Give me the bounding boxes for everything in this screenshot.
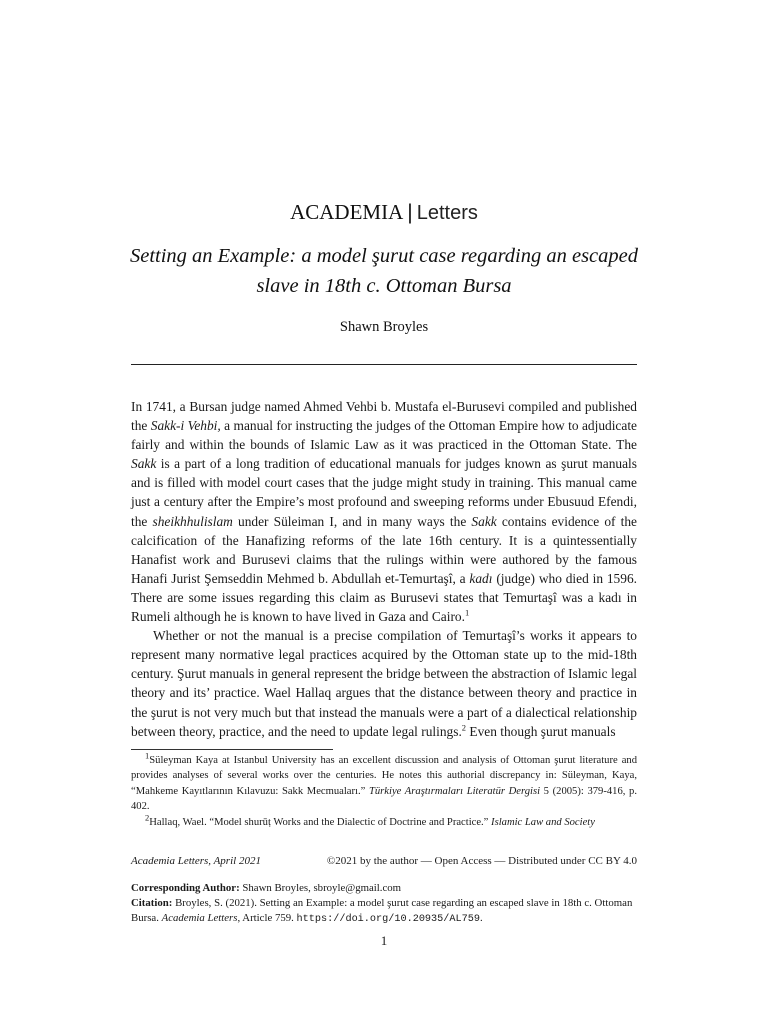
academia-brand: ACADEMIA [290,200,404,224]
article-title: Setting an Example: a model şurut case regarding an escaped slave in 18th c. Ottoman Bursa [129,245,639,297]
article-author: Shawn Broyles [339,319,429,335]
footnote-ref-2[interactable]: 2 [461,722,467,733]
title-divider [131,364,637,365]
journal-masthead [0,198,768,227]
body-paragraph-1: In 1741, a Bursan judge named Ahmed Vehbi b. Mustafa el-Burusevi compiled and published the Sakk-i Vehbi, a manual for instructing the judges of the Ottoman Empire how to adjudicate fairly and within the bounds of Islamic Law as it was practiced in the Ottoman State. The Sakk is a part of a long tradition of educational manuals for judges known as şurut manuals and is filled with model court cases that the judge might study in training. This manual came just a century after the Empire’s most profound and sweeping reforms under Ebusuud Efendi, the sheikhhulislam under Süleiman I, and in many ways the Sakk contains evidence of the calcification of the Hanafizing reforms of the late 16th century. It is a quintessentially Hanafist work and Burusevi claims that the rulings within were authored by the famous Hanafi Jurist Şemseddin Mehmed b. Abdullah et-Temurtaşî, a kadı (judge) who died in 1596. There are some issues regarding this claim as Burusevi states that Temurtaşî was a kadı in Rumeli although he is known to have lived in Gaza and Cairo.$^1$ [131,399,637,625]
footnote-2: $^2$Hallaq, Wael. “Model shurūṭ Works and the Dialectic of Doctrine and Practice.” Islamic Law and Society [145,812,595,828]
footnote-ref-1[interactable]: 1 [464,607,470,618]
doi-link[interactable]: https://doi.org/10.20935/AL759 [296,914,480,925]
citation: Citation: Broyles, S. (2021). Setting an Example: a model şurut case regarding an escaped slave in 18th c. Ottoman Bursa. Academia Letters, Article 759. https://doi.org/10.20935/AL759. [131,897,633,925]
page-number: 1 [380,933,388,948]
publication-line [131,855,637,867]
article-body [131,397,637,741]
masthead-separator: | [407,201,413,224]
letters-section: Letters [416,202,478,224]
footnotes [131,750,638,830]
citation-block [131,881,637,927]
footnote-1: $^1$Süleyman Kaya at Istanbul University has an excellent discussion and analysis of Ottoman şurut literature and provides analyses of several works over the centuries. He notes this authorial discrepancy in: Süleyman, Kaya, “Mahkeme Kayıtlarının Kılavuzu: Sakk Mecmuaları.” Türkiye Araştırmaları Literatür Dergisi 5 (2005): 379-416, p. 402. [131,750,638,813]
body-paragraph-2: Whether or not the manual is a precise compilation of Temurtaşî’s works it appears to represent many normative legal practices acquired by the Ottoman state up to the mid-18th century. Şurut manuals in general represent the bridge between the abstraction of Islamic legal theory and its’ practice. Wael Hallaq argues that the distance between theory and practice in the şurut is not very much but that instead the manuals were a part of a dialectical relationship between theory, practice, and the need to update legal rulings.$^2$ Even though şurut manuals [131,628,637,739]
footnote-divider [131,749,333,750]
corresponding-author: Corresponding Author: Shawn Broyles, sbroyle@gmail.com [131,882,402,894]
journal-date: Academia Letters, April 2021 [131,855,261,867]
license-notice: ©2021 by the author — Open Access — Distributed under CC BY 4.0 [326,855,637,867]
